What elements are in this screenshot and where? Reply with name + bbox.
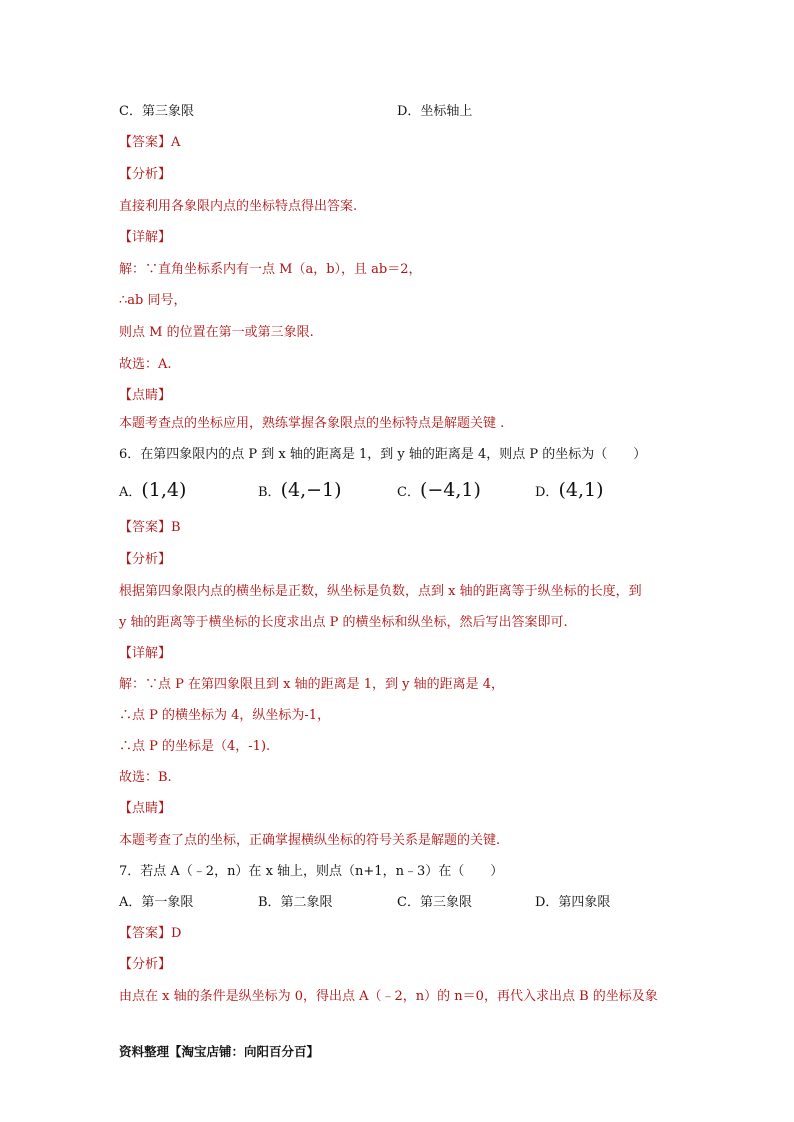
q6-option-d <box>535 481 603 502</box>
q5-detail-line-1: 解：∵直角坐标系内有一点 M（a，b），且 ab＝2， <box>119 262 422 277</box>
q5-analysis: 直接利用各象限内点的坐标特点得出答案. <box>119 199 358 214</box>
q6-option-b <box>258 481 342 502</box>
q6-option-b-value: (4,−1) <box>280 479 342 501</box>
q6-option-c-value: (−4,1) <box>419 479 481 501</box>
q7-analysis-line-1: 由点在 x 轴的条件是纵坐标为 0，得出点 A（﹣2，n）的 n＝0，再代入求出点 B 的坐标及象 <box>119 989 658 1004</box>
q6-analysis-label: 【分析】 <box>119 552 172 567</box>
q6-option-b-letter: B． <box>258 485 281 500</box>
page-footer: 资料整理【淘宝店铺：向阳百分百】 <box>119 1044 320 1059</box>
q6-option-d-value: (4,1) <box>558 479 604 501</box>
q6-detail-label: 【详解】 <box>119 646 172 661</box>
q6-detail-line-1: 解：∵点 P 在第四象限且到 x 轴的距离是 1，到 y 轴的距离是 4， <box>119 677 505 692</box>
q6-option-d-letter: D． <box>535 485 559 500</box>
q6-option-a <box>119 481 186 502</box>
q7-answer: 【答案】D <box>119 926 182 941</box>
q6-option-c <box>397 481 481 502</box>
q7-option-a: A．第一象限 <box>119 895 194 910</box>
q6-detail-line-4: 故选：B. <box>119 770 172 785</box>
q6-comment-label: 【点睛】 <box>119 801 172 816</box>
q5-detail-line-2: ∴ab 同号， <box>119 293 187 308</box>
q6-comment: 本题考查了点的坐标，正确掌握横纵坐标的符号关系是解题的关键. <box>119 833 501 848</box>
q5-detail-line-4: 故选：A. <box>119 357 172 372</box>
q6-question: 6．在第四象限内的点 P 到 x 轴的距离是 1，到 y 轴的距离是 4，则点 P 的坐标为（ ） <box>119 447 647 462</box>
q7-option-c: C．第三象限 <box>397 895 472 910</box>
q5-comment-label: 【点睛】 <box>119 388 172 403</box>
q5-option-c: C．第三象限 <box>119 104 194 119</box>
q6-option-c-letter: C． <box>397 485 420 500</box>
q6-analysis-line-2: y 轴的距离等于横坐标的长度求出点 P 的横坐标和纵坐标，然后写出答案即可. <box>119 615 568 630</box>
q7-option-d: D．第四象限 <box>535 895 611 910</box>
q5-detail-label: 【详解】 <box>119 230 172 245</box>
q5-comment: 本题考查点的坐标应用，熟练掌握各象限点的坐标特点是解题关键 . <box>119 416 505 431</box>
q6-detail-line-3: ∴点 P 的坐标是（4，-1). <box>119 739 271 754</box>
q7-analysis-label: 【分析】 <box>119 957 172 972</box>
q7-question: 7．若点 A（﹣2，n）在 x 轴上，则点（n+1，n﹣3）在（ ） <box>119 864 504 879</box>
q5-option-d: D．坐标轴上 <box>397 104 473 119</box>
q7-option-b: B．第二象限 <box>258 895 333 910</box>
q5-detail-line-3: 则点 M 的位置在第一或第三象限. <box>119 325 314 340</box>
q6-analysis-line-1: 根据第四象限内点的横坐标是正数，纵坐标是负数，点到 x 轴的距离等于纵坐标的长度，到 <box>119 584 642 599</box>
q6-option-a-letter: A． <box>119 485 142 500</box>
q6-answer: 【答案】B <box>119 520 181 535</box>
q6-detail-line-2: ∴点 P 的横坐标为 4，纵坐标为-1， <box>119 708 331 723</box>
q5-answer: 【答案】A <box>119 135 181 150</box>
q6-option-a-value: (1,4) <box>141 479 187 501</box>
q5-analysis-label: 【分析】 <box>119 167 172 182</box>
